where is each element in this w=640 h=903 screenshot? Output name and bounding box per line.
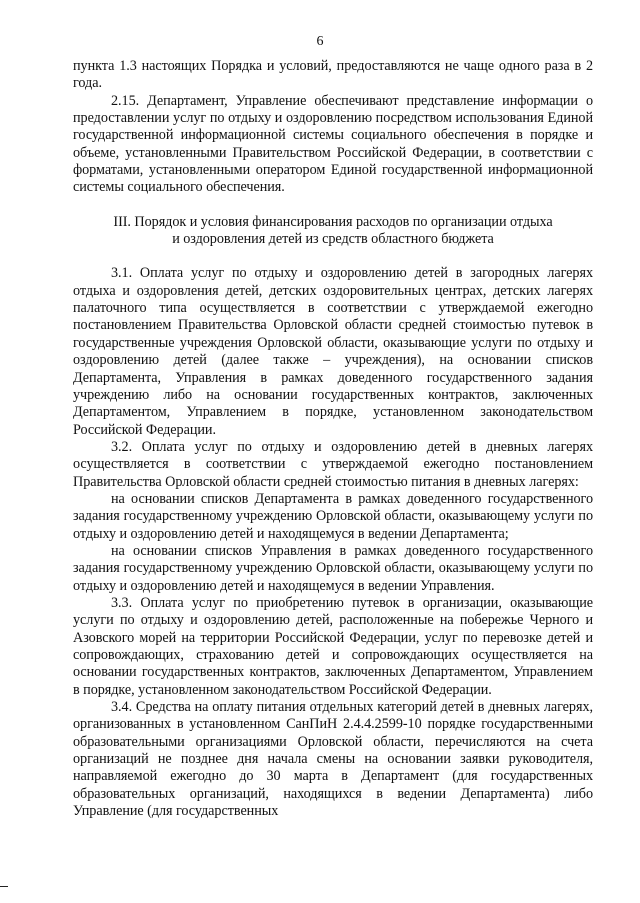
document-body	[73, 58, 593, 820]
paragraph: 2.15. Департамент, Управление обеспечивают представление информации о предоставлении услуг по отдыху и оздоровлению посредством использования Единой государственной информационной системы социального обеспечения в порядке и объеме, установленными Правительством Российской Федерации, в соответствии с форматами, установленными оператором Единой государственной информационной системы социального обеспечения.	[73, 92, 593, 196]
page-number: 6	[316, 34, 324, 49]
spacer	[73, 248, 593, 265]
paragraph: 3.2. Оплата услуг по отдыху и оздоровлению детей в дневных лагерях осуществляется в соответствии с утверждаемой ежегодно постановлением Правительства Орловской области средней стоимостью питания в дневных лагерях:	[73, 438, 593, 490]
paragraph: 3.4. Средства на оплату питания отдельных категорий детей в дневных лагерях, организованных в установленном СанПиН 2.4.4.2599-10 порядке государственными образовательными организациями Орловской области, перечисляются на счета организаций не позднее дня начала смены на основании заявки руководителя, направляемой ежегодно до 30 марта в Департамент (для государственных образовательных организаций, находящихся в ведении Департамента) либо Управление (для государственных	[73, 699, 593, 820]
paragraph: 3.3. Оплата услуг по приобретению путевок в организации, оказывающие услуги по отдыху и оздоровлению детей, расположенные на побережье Черного и Азовского морей на территории Российской Федерации, услуг по перевозке детей и сопровождающих, страхованию детей и сопровождающих осуществляется на основании государственных контрактов, заключенных Департаментом, Управлением в порядке, установленном законодательством Российской Федерации.	[73, 594, 593, 698]
spacer	[73, 197, 593, 214]
section-heading-line-2: и оздоровления детей из средств областного бюджета	[172, 231, 494, 248]
paragraph: 3.1. Оплата услуг по отдыху и оздоровлению детей в загородных лагерях отдыха и оздоровления детей, детских оздоровительных центрах, детских лагерях палаточного типа осуществляется в соответствии с утверждаемой ежегодно постановлением Правительства Орловской области средней стоимостью путевок в государственные учреждения Орловской области, оказывающие услуги по отдыху и оздоровлению детей (далее также – учреждения), на основании списков Департамента, Управления в рамках доведенного государственного задания учреждению либо на основании государственных контрактов, заключенных Департаментом, Управлением в порядке, установленном законодательством Российской Федерации.	[73, 265, 593, 438]
section-heading-line-1: III. Порядок и условия финансирования расходов по организации отдыха	[113, 213, 553, 230]
paragraph: пункта 1.3 настоящих Порядка и условий, предоставляются не чаще одного раза в 2 года.	[73, 58, 593, 92]
paragraph: на основании списков Департамента в рамках доведенного государственного задания государственному учреждению Орловской области, оказывающему услуги по отдыху и оздоровлению детей и находящемуся в ведении Департамента;	[73, 490, 593, 542]
paragraph: на основании списков Управления в рамках доведенного государственного задания государственному учреждению Орловской области, оказывающему услуги по отдыху и оздоровлению детей и находящемуся в ведении Управления.	[73, 542, 593, 594]
margin-mark	[0, 886, 8, 887]
